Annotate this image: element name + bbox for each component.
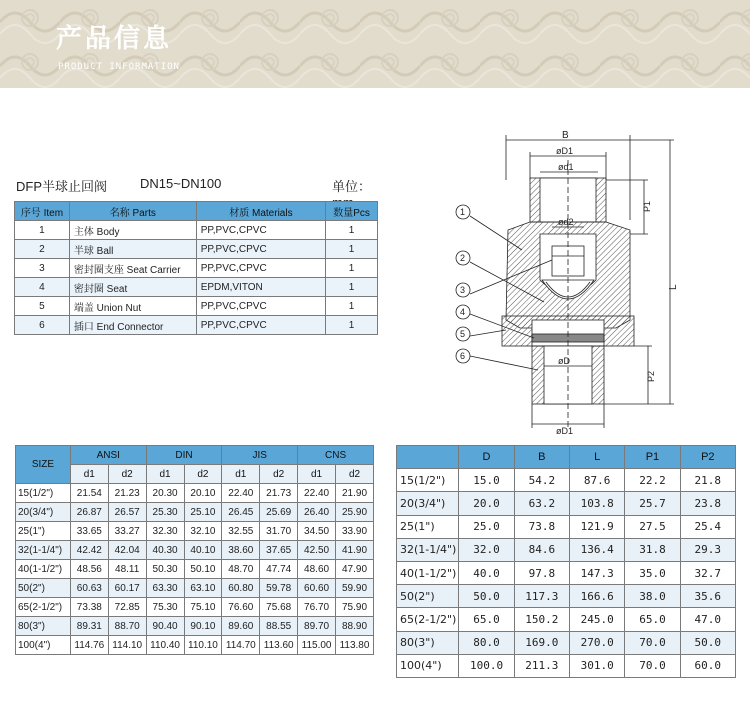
standards-header-row [16,446,374,465]
value-cell: 21.73 [260,484,298,503]
callout-4: 4 [460,307,466,317]
sub-header: d1 [222,465,260,484]
header-cell: D [459,446,514,469]
value-cell: 50.10 [184,560,222,579]
callout-5: 5 [460,329,466,339]
value-cell: 114.10 [108,636,146,655]
value-cell: 20.30 [146,484,184,503]
value-cell: 42.42 [70,541,108,560]
value-cell: 26.45 [222,503,260,522]
value-cell: 26.40 [298,503,336,522]
value-cell: 88.90 [336,617,374,636]
size-standards-table [15,445,374,655]
material-cell: PP,PVC,CPVC [196,297,325,316]
value-cell: 90.10 [184,617,222,636]
value-cell: 32.30 [146,522,184,541]
value-cell: 32.0 [459,538,514,561]
header-cell: P1 [625,446,680,469]
dim-l-label: L [668,284,679,290]
value-cell: 75.10 [184,598,222,617]
table-row [16,484,374,503]
item-cell: 5 [15,297,70,316]
header-cell: B [514,446,569,469]
sub-header: d2 [108,465,146,484]
size-cell: 20(3/4") [397,492,459,515]
value-cell: 27.5 [625,515,680,538]
size-cell: 65(2-1/2") [397,608,459,631]
value-cell: 90.40 [146,617,184,636]
material-cell: PP,PVC,CPVC [196,259,325,278]
header-cell: L [569,446,624,469]
table-row [16,503,374,522]
value-cell: 110.10 [184,636,222,655]
value-cell: 29.3 [680,538,735,561]
valve-cross-section-drawing [448,130,688,436]
dim-d1-bottom-label: øD1 [556,426,574,436]
parts-header [16,176,392,194]
value-cell: 150.2 [514,608,569,631]
value-cell: 32.7 [680,561,735,584]
size-table-body [16,484,374,655]
banner-title: 产品信息 [56,24,173,54]
value-cell: 25.0 [459,515,514,538]
size-header: SIZE [16,446,71,484]
value-cell: 47.90 [336,560,374,579]
material-cell: PP,PVC,CPVC [196,221,325,240]
dim-b-label: B [562,130,569,141]
value-cell: 37.65 [260,541,298,560]
sub-header: d1 [146,465,184,484]
value-cell: 115.00 [298,636,336,655]
value-cell: 47.74 [260,560,298,579]
sub-header: d2 [184,465,222,484]
table-row [16,522,374,541]
size-cell: 50(2") [397,585,459,608]
value-cell: 60.80 [222,579,260,598]
header-cell: 名称 Parts [69,202,196,221]
banner-subtitle: PRODUCT INFORMATION [58,62,180,72]
header-cell [397,446,459,469]
part-cell: 主体 Body [69,221,196,240]
value-cell: 48.56 [70,560,108,579]
size-cell: 32(1-1/4") [16,541,71,560]
qty-cell: 1 [326,297,378,316]
value-cell: 22.40 [298,484,336,503]
qty-cell: 1 [326,240,378,259]
parts-table [14,201,378,335]
material-cell: EPDM,VITON [196,278,325,297]
value-cell: 21.90 [336,484,374,503]
table-row [15,297,378,316]
dim-p2-label: P2 [646,370,656,382]
header-cell: 材质 Materials [196,202,325,221]
model-name: DFP半球止回阀 [16,179,108,194]
value-cell: 245.0 [569,608,624,631]
value-cell: 114.70 [222,636,260,655]
value-cell: 103.8 [569,492,624,515]
value-cell: 48.11 [108,560,146,579]
value-cell: 20.0 [459,492,514,515]
part-cell: 密封圈支座 Seat Carrier [69,259,196,278]
table-row [397,631,736,654]
value-cell: 50.0 [459,585,514,608]
value-cell: 89.31 [70,617,108,636]
table-row [397,654,736,677]
value-cell: 60.63 [70,579,108,598]
value-cell: 70.0 [625,631,680,654]
value-cell: 42.50 [298,541,336,560]
value-cell: 136.4 [569,538,624,561]
table-row [397,608,736,631]
value-cell: 25.10 [184,503,222,522]
table-row [397,561,736,584]
value-cell: 80.0 [459,631,514,654]
value-cell: 60.60 [298,579,336,598]
value-cell: 65.0 [459,608,514,631]
value-cell: 89.60 [222,617,260,636]
value-cell: 47.0 [680,608,735,631]
value-cell: 31.8 [625,538,680,561]
sub-header: d2 [336,465,374,484]
value-cell: 100.0 [459,654,514,677]
item-cell: 4 [15,278,70,297]
value-cell: 25.7 [625,492,680,515]
value-cell: 15.0 [459,469,514,492]
dim-p1-label: P1 [642,200,652,212]
value-cell: 21.54 [70,484,108,503]
standard-header: ANSI [70,446,146,465]
size-cell: 25(1") [397,515,459,538]
unit-label: 单位： [332,179,372,194]
item-cell: 6 [15,316,70,335]
value-cell: 38.60 [222,541,260,560]
item-cell: 1 [15,221,70,240]
value-cell: 75.30 [146,598,184,617]
table-row [397,469,736,492]
parts-header-row [15,202,378,221]
value-cell: 22.2 [625,469,680,492]
size-cell: 25(1") [16,522,71,541]
size-cell: 20(3/4") [16,503,71,522]
value-cell: 72.85 [108,598,146,617]
size-range: DN15~DN100 [140,176,222,191]
value-cell: 31.70 [260,522,298,541]
value-cell: 63.10 [184,579,222,598]
value-cell: 70.0 [625,654,680,677]
value-cell: 33.65 [70,522,108,541]
value-cell: 169.0 [514,631,569,654]
header-cell: 序号 Item [15,202,70,221]
value-cell: 50.0 [680,631,735,654]
value-cell: 97.8 [514,561,569,584]
value-cell: 23.8 [680,492,735,515]
banner [0,0,750,88]
value-cell: 60.17 [108,579,146,598]
size-cell: 40(1-1/2") [16,560,71,579]
sub-header: d1 [70,465,108,484]
table-row [397,585,736,608]
value-cell: 40.10 [184,541,222,560]
value-cell: 48.70 [222,560,260,579]
value-cell: 60.0 [680,654,735,677]
part-cell: 插口 End Connector [69,316,196,335]
table-row [16,579,374,598]
value-cell: 65.0 [625,608,680,631]
value-cell: 59.90 [336,579,374,598]
callout-3: 3 [460,285,466,295]
dim-d1-top-label: øD1 [556,146,574,156]
sub-header: d1 [298,465,336,484]
value-cell: 42.04 [108,541,146,560]
table-row [16,541,374,560]
table-row [397,515,736,538]
table-row [15,259,378,278]
header-cell: 数量Pcs [326,202,378,221]
dimension-table-body [397,469,736,678]
value-cell: 75.68 [260,598,298,617]
sub-header: d2 [260,465,298,484]
table-row [16,598,374,617]
dimension-table [396,445,736,678]
table-row [397,492,736,515]
size-cell: 100(4") [16,636,71,655]
qty-cell: 1 [326,221,378,240]
value-cell: 113.60 [260,636,298,655]
value-cell: 25.4 [680,515,735,538]
dim-d-label: øD [558,356,570,366]
value-cell: 84.6 [514,538,569,561]
value-cell: 121.9 [569,515,624,538]
value-cell: 33.27 [108,522,146,541]
value-cell: 25.90 [336,503,374,522]
dims-header-row [397,446,736,469]
size-cell: 15(1/2") [397,469,459,492]
callout-2: 2 [460,253,466,263]
value-cell: 89.70 [298,617,336,636]
value-cell: 166.6 [569,585,624,608]
part-cell: 半球 Ball [69,240,196,259]
item-cell: 3 [15,259,70,278]
value-cell: 76.60 [222,598,260,617]
value-cell: 32.55 [222,522,260,541]
header-cell: P2 [680,446,735,469]
value-cell: 20.10 [184,484,222,503]
callout-6: 6 [460,351,466,361]
callout-1: 1 [460,207,466,217]
value-cell: 73.8 [514,515,569,538]
standard-header: JIS [222,446,298,465]
value-cell: 211.3 [514,654,569,677]
table-row [15,316,378,335]
table-row [15,221,378,240]
value-cell: 114.76 [70,636,108,655]
table-row [15,240,378,259]
dim-small-d1-label: ød1 [558,162,574,172]
value-cell: 41.90 [336,541,374,560]
value-cell: 38.0 [625,585,680,608]
value-cell: 75.90 [336,598,374,617]
value-cell: 63.30 [146,579,184,598]
value-cell: 63.2 [514,492,569,515]
size-cell: 100(4") [397,654,459,677]
value-cell: 33.90 [336,522,374,541]
value-cell: 22.40 [222,484,260,503]
standard-header: DIN [146,446,222,465]
value-cell: 117.3 [514,585,569,608]
value-cell: 25.30 [146,503,184,522]
value-cell: 88.70 [108,617,146,636]
qty-cell: 1 [326,316,378,335]
dim-d2-label: ød2 [558,217,574,227]
part-cell: 端盖 Union Nut [69,297,196,316]
material-cell: PP,PVC,CPVC [196,240,325,259]
value-cell: 35.6 [680,585,735,608]
value-cell: 40.0 [459,561,514,584]
value-cell: 73.38 [70,598,108,617]
value-cell: 54.2 [514,469,569,492]
value-cell: 88.55 [260,617,298,636]
value-cell: 76.70 [298,598,336,617]
qty-cell: 1 [326,259,378,278]
material-cell: PP,PVC,CPVC [196,316,325,335]
value-cell: 21.23 [108,484,146,503]
value-cell: 21.8 [680,469,735,492]
value-cell: 270.0 [569,631,624,654]
value-cell: 59.78 [260,579,298,598]
size-cell: 50(2") [16,579,71,598]
value-cell: 113.80 [336,636,374,655]
size-cell: 32(1-1/4") [397,538,459,561]
value-cell: 50.30 [146,560,184,579]
value-cell: 48.60 [298,560,336,579]
value-cell: 110.40 [146,636,184,655]
value-cell: 26.57 [108,503,146,522]
size-cell: 65(2-1/2") [16,598,71,617]
size-cell: 15(1/2") [16,484,71,503]
value-cell: 87.6 [569,469,624,492]
value-cell: 26.87 [70,503,108,522]
size-cell: 80(3") [16,617,71,636]
value-cell: 40.30 [146,541,184,560]
value-cell: 301.0 [569,654,624,677]
item-cell: 2 [15,240,70,259]
qty-cell: 1 [326,278,378,297]
size-cell: 80(3") [397,631,459,654]
value-cell: 34.50 [298,522,336,541]
value-cell: 35.0 [625,561,680,584]
table-row [397,538,736,561]
part-cell: 密封圈 Seat [69,278,196,297]
value-cell: 25.69 [260,503,298,522]
table-row [16,636,374,655]
value-cell: 147.3 [569,561,624,584]
value-cell: 32.10 [184,522,222,541]
size-cell: 40(1-1/2") [397,561,459,584]
standard-header: CNS [298,446,374,465]
table-row [15,278,378,297]
table-row [16,560,374,579]
table-row [16,617,374,636]
